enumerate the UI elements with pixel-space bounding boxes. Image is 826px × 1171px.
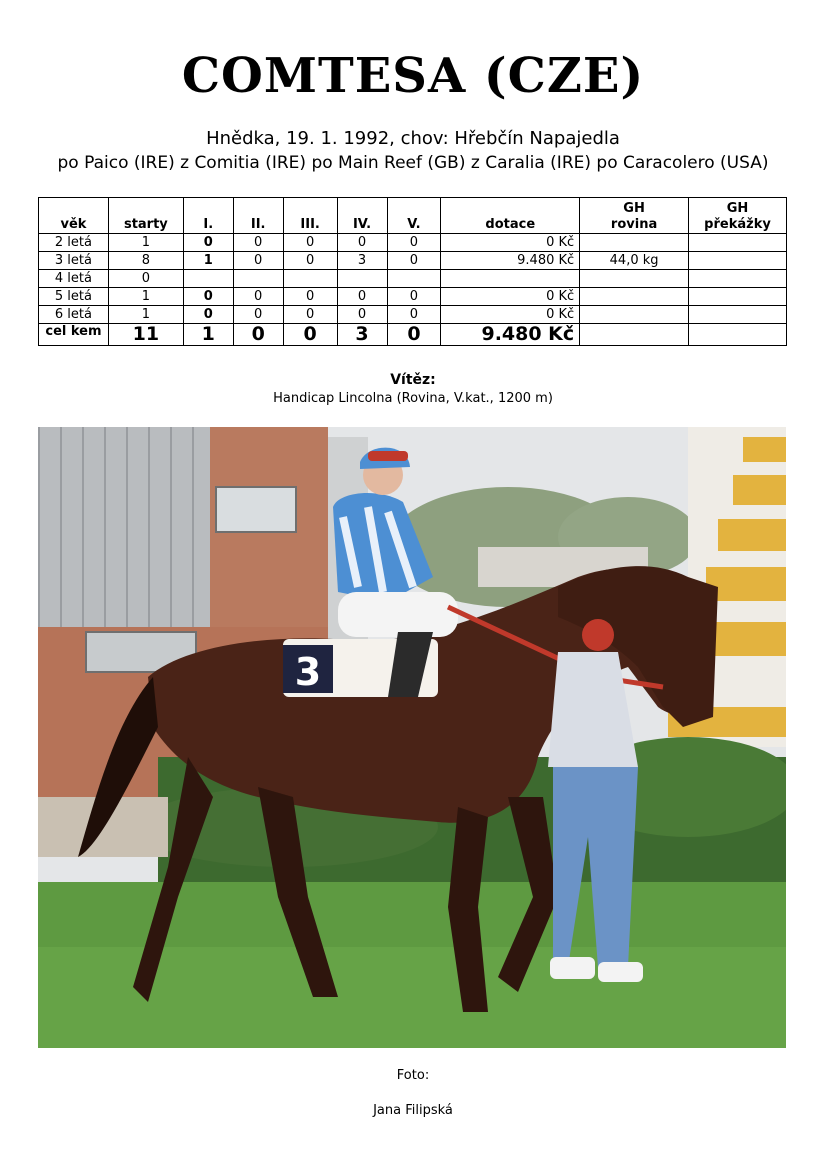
- cell-fifth: 0: [387, 252, 441, 270]
- cell-third: 0: [283, 306, 337, 324]
- cell-gh-jump: [689, 270, 787, 288]
- header-gh-jump-top: GH: [726, 201, 749, 216]
- cell-second: [233, 270, 283, 288]
- winner-race: Handicap Lincolna (Rovina, V.kat., 1200 m): [273, 391, 553, 406]
- cell-fourth: 0: [337, 288, 387, 306]
- cell-gh-jump: [689, 288, 787, 306]
- cell-first: 0: [183, 306, 233, 324]
- cell-prize: 0 Kč: [441, 288, 580, 306]
- cell-starts: 1: [108, 306, 183, 324]
- table-row: [39, 252, 787, 270]
- table-header-row: [39, 198, 787, 234]
- cell-second: 0: [233, 306, 283, 324]
- cell-first: 0: [183, 288, 233, 306]
- header-first: I.: [183, 198, 233, 234]
- cell-prize: [441, 270, 580, 288]
- header-prize: dotace: [441, 198, 580, 234]
- cell-fifth: 0: [387, 324, 441, 346]
- cell-fourth: 0: [337, 306, 387, 324]
- cell-prize: 9.480 Kč: [441, 324, 580, 346]
- cell-first: 1: [183, 324, 233, 346]
- cell-gh-jump: [689, 306, 787, 324]
- cell-gh-jump: [689, 252, 787, 270]
- cell-gh-flat: [580, 234, 689, 252]
- cell-starts: 11: [108, 324, 183, 346]
- photo-credit-name: Jana Filipská: [373, 1103, 453, 1118]
- cell-age: 2 letá: [39, 234, 109, 252]
- cell-first: 1: [183, 252, 233, 270]
- cell-gh-jump: [689, 324, 787, 346]
- cell-gh-flat: [580, 270, 689, 288]
- horse-photo: [38, 427, 786, 1048]
- table-total-row: [39, 324, 787, 346]
- cell-first: 0: [183, 234, 233, 252]
- cell-third: 0: [283, 252, 337, 270]
- cell-third: 0: [283, 234, 337, 252]
- cell-age: 6 letá: [39, 306, 109, 324]
- cell-age: 3 letá: [39, 252, 109, 270]
- header-gh-jump: [689, 198, 787, 234]
- cell-starts: 8: [108, 252, 183, 270]
- cell-fourth: 3: [337, 252, 387, 270]
- cell-fourth: 0: [337, 234, 387, 252]
- cell-gh-flat: 44,0 kg: [580, 252, 689, 270]
- header-fourth: IV.: [337, 198, 387, 234]
- header-fifth: V.: [387, 198, 441, 234]
- cell-second: 0: [233, 234, 283, 252]
- cell-fifth: 0: [387, 234, 441, 252]
- cell-first: [183, 270, 233, 288]
- header-gh-flat: [580, 198, 689, 234]
- header-age: věk: [39, 198, 109, 234]
- table-row: [39, 288, 787, 306]
- table-row: [39, 270, 787, 288]
- horse-name-title: COMTESA (CZE): [181, 48, 645, 104]
- header-gh-flat-bottom: rovina: [610, 217, 658, 232]
- header-starts: starty: [108, 198, 183, 234]
- table-row: [39, 234, 787, 252]
- cell-fifth: 0: [387, 288, 441, 306]
- horse-info-line: Hnědka, 19. 1. 1992, chov: Hřebčín Napajedla: [206, 128, 620, 149]
- cell-age: 4 letá: [39, 270, 109, 288]
- cell-second: 0: [233, 324, 283, 346]
- cell-starts: 0: [108, 270, 183, 288]
- cell-starts: 1: [108, 234, 183, 252]
- cell-fifth: [387, 270, 441, 288]
- cell-third: 0: [283, 288, 337, 306]
- cell-age: 5 letá: [39, 288, 109, 306]
- cell-gh-flat: [580, 324, 689, 346]
- winner-heading: Vítěz:: [390, 372, 436, 388]
- cell-fifth: 0: [387, 306, 441, 324]
- cell-fourth: [337, 270, 387, 288]
- header-gh-jump-bottom: překážky: [704, 217, 771, 232]
- cell-gh-flat: [580, 288, 689, 306]
- cell-prize: 0 Kč: [441, 306, 580, 324]
- cell-age: cel kem: [39, 324, 109, 346]
- table-row: [39, 306, 787, 324]
- pedigree-line: po Paico (IRE) z Comitia (IRE) po Main Reef (GB) z Caralia (IRE) po Caracolero (USA): [57, 153, 769, 173]
- cell-second: 0: [233, 288, 283, 306]
- race-stats-table: [38, 197, 787, 346]
- photo-credit-label: Foto:: [396, 1068, 430, 1083]
- cell-gh-flat: [580, 306, 689, 324]
- saddle-number: 3: [294, 650, 322, 694]
- cell-second: 0: [233, 252, 283, 270]
- cell-fourth: 3: [337, 324, 387, 346]
- cell-prize: 0 Kč: [441, 234, 580, 252]
- header-gh-flat-top: GH: [623, 201, 645, 216]
- cell-third: 0: [283, 324, 337, 346]
- header-third: III.: [283, 198, 337, 234]
- header-second: II.: [233, 198, 283, 234]
- cell-prize: 9.480 Kč: [441, 252, 580, 270]
- cell-starts: 1: [108, 288, 183, 306]
- cell-gh-jump: [689, 234, 787, 252]
- cell-third: [283, 270, 337, 288]
